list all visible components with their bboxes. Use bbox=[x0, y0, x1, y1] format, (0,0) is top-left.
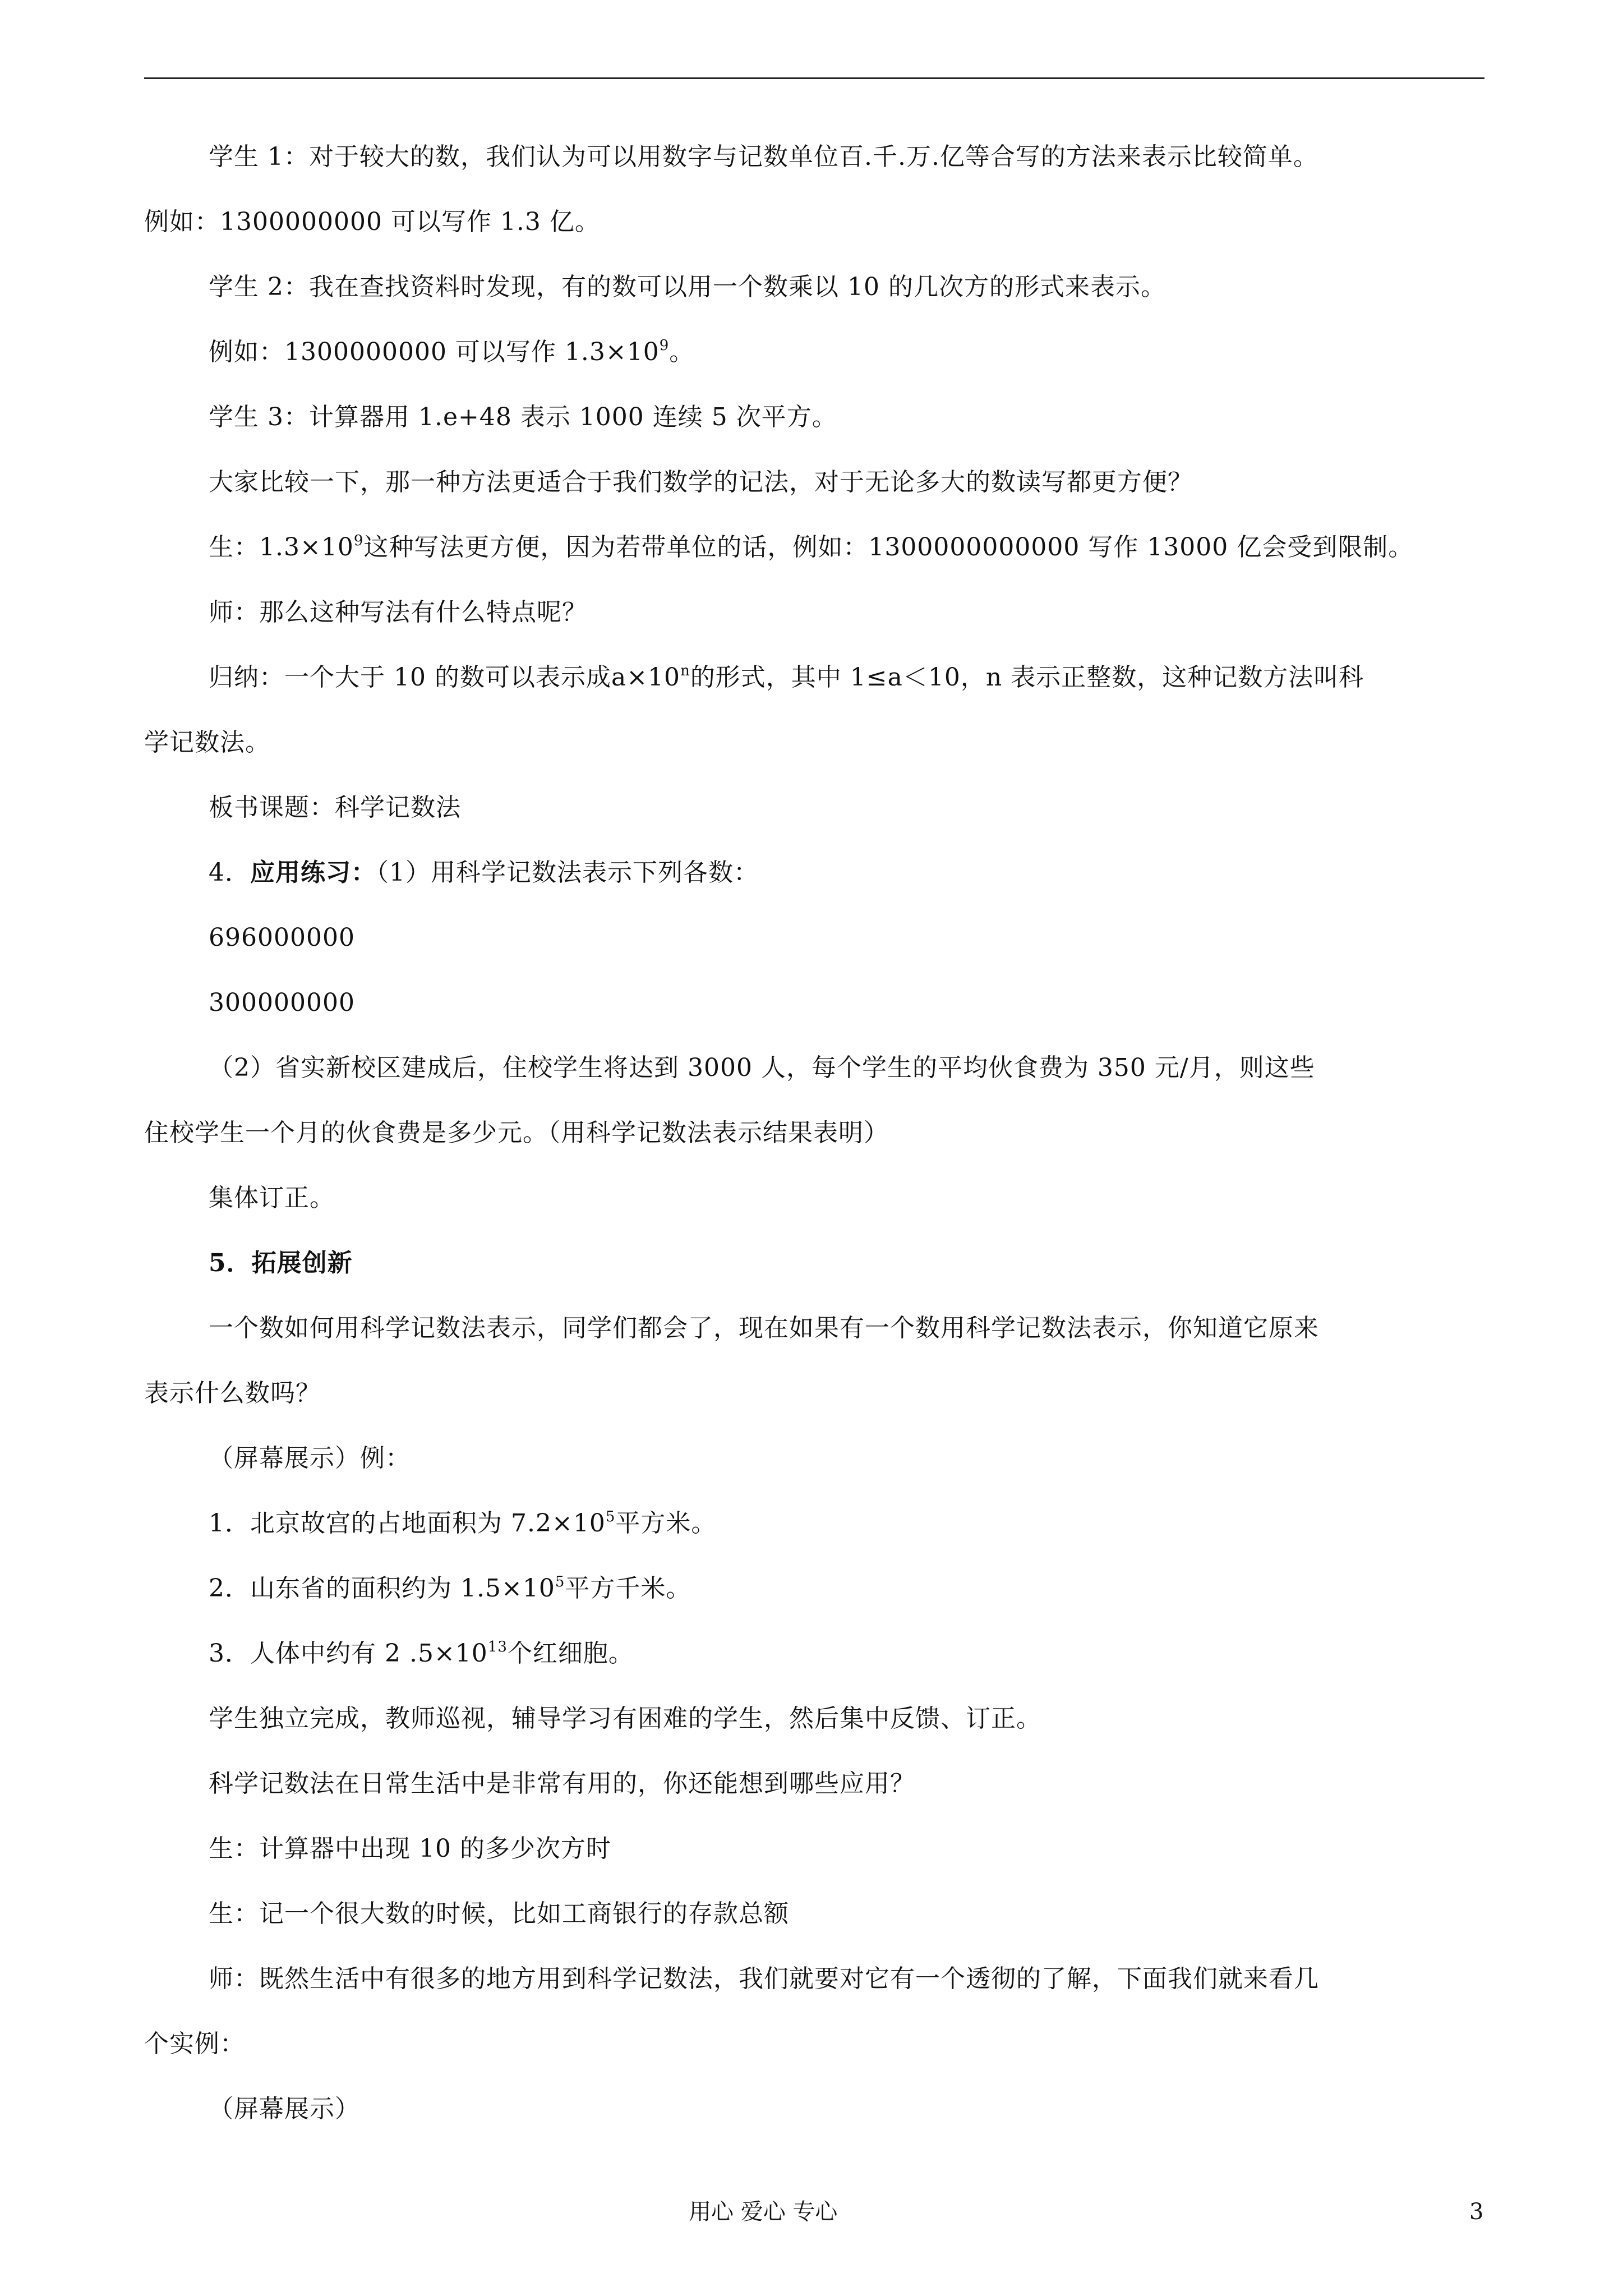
paragraph: 例如：1300000000 可以写作 $1.3\times 10^9$。 bbox=[209, 337, 695, 366]
paragraph: 住校学生一个月的伙食费是多少元。（用科学记数法表示结果表明） bbox=[144, 1119, 889, 1147]
paragraph: 生：计算器中出现 10 的多少次方时 bbox=[209, 1834, 611, 1863]
paragraph: （屏幕展示） bbox=[209, 2095, 360, 2123]
paragraph: 300000000 bbox=[209, 988, 355, 1017]
exponent: 5 bbox=[555, 1573, 565, 1590]
paragraph: 集体订正。 bbox=[209, 1184, 335, 1212]
paragraph: 生：记一个很大数的时候，比如工商银行的存款总额 bbox=[209, 1899, 789, 1928]
paragraph: 例如：1300000000 可以写作 1.3 亿。 bbox=[144, 208, 600, 236]
paragraph: 生：$1.3\times 10^9$这种写法更方便，因为若带单位的话，例如：1300000000000 写作 13000 亿会受到限制。 bbox=[209, 532, 1414, 562]
paragraph: 师：那么这种写法有什么特点呢？ bbox=[209, 598, 587, 627]
paragraph: 学生 3：计算器用 1.e+48 表示 1000 连续 5 次平方。 bbox=[209, 403, 837, 431]
paragraph: 归纳：一个大于 10 的数可以表示成$a\times 10^n$的形式，其中 1≤a＜10，n 表示正整数，这种记数方法叫科 bbox=[209, 662, 1364, 692]
footer-motto: 用心 爱心 专心 bbox=[689, 2199, 838, 2225]
section-heading: 应用练习： bbox=[250, 858, 376, 887]
paragraph: 1．北京故宫的占地面积为 $7.2\times 10^5$平方米。 bbox=[209, 1508, 717, 1538]
header-rule bbox=[144, 77, 1484, 79]
paragraph: 科学记数法在日常生活中是非常有用的，你还能想到哪些应用？ bbox=[209, 1769, 915, 1798]
exponent: 9 bbox=[353, 532, 364, 549]
paragraph: 学生 2：我在查找资料时发现，有的数可以用一个数乘以 10 的几次方的形式来表示。 bbox=[209, 273, 1166, 301]
paragraph: 一个数如何用科学记数法表示，同学们都会了，现在如果有一个数用科学记数法表示，你知道它原来 bbox=[209, 1314, 1319, 1342]
paragraph: 板书课题：科学记数法 bbox=[209, 793, 461, 822]
exponent: n bbox=[680, 662, 690, 679]
paragraph: 表示什么数吗？ bbox=[144, 1379, 321, 1407]
paragraph: 个实例： bbox=[144, 2030, 245, 2058]
paragraph: （2）省实新校区建成后，住校学生将达到 3000 人，每个学生的平均伙食费为 350 元/月，则这些 bbox=[209, 1053, 1315, 1082]
paragraph: 4．应用练习：（1）用科学记数法表示下列各数： bbox=[209, 858, 759, 887]
paragraph: 师：既然生活中有很多的地方用到科学记数法，我们就要对它有一个透彻的了解，下面我们就来看几 bbox=[209, 1964, 1319, 1993]
section-heading: 5．拓展创新 bbox=[209, 1249, 353, 1277]
paragraph: 学记数法。 bbox=[144, 728, 270, 757]
paragraph: 学生独立完成，教师巡视，辅导学习有困难的学生，然后集中反馈、订正。 bbox=[209, 1704, 1041, 1733]
paragraph: 3．人体中约有 2 $.5\times 10^{13}$个红细胞。 bbox=[209, 1639, 634, 1668]
page-number: 3 bbox=[1469, 2199, 1484, 2225]
exponent: 9 bbox=[659, 337, 670, 354]
exponent: 5 bbox=[605, 1508, 616, 1525]
paragraph: （屏幕展示）例： bbox=[209, 1444, 411, 1473]
paragraph: 大家比较一下，那一种方法更适合于我们数学的记法，对于无论多大的数读写都更方便？ bbox=[209, 468, 1193, 496]
paragraph: 2．山东省的面积约为 $1.5\times 10^5$平方千米。 bbox=[209, 1573, 691, 1603]
paragraph: 696000000 bbox=[209, 923, 355, 952]
exponent: 13 bbox=[487, 1639, 508, 1655]
paragraph: 学生 1：对于较大的数，我们认为可以用数字与记数单位百.千.万.亿等合写的方法来表示比较简单。 bbox=[209, 142, 1318, 171]
